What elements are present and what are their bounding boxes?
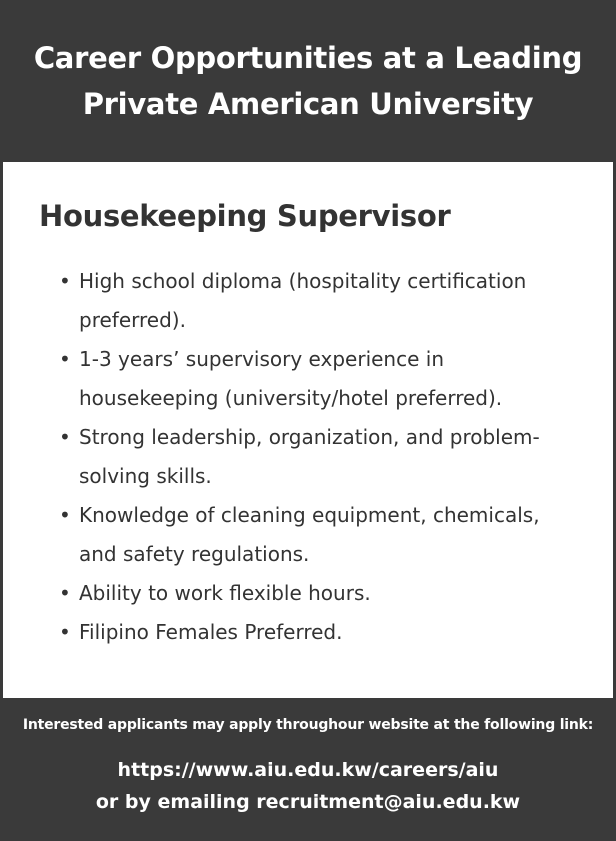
requirement-item: • Filipino Females Preferred. [59,613,579,652]
requirement-item: • Knowledge of cleaning equipment, chemicals, and safety regulations. [59,496,579,574]
requirement-item: • Strong leadership, organization, and problem-solving skills. [59,418,579,496]
footer-banner [0,698,616,841]
job-title: Housekeeping Supervisor [39,199,451,233]
requirement-item: • Ability to work flexible hours. [59,574,579,613]
email-line[interactable]: or by emailing recruitment@aiu.edu.kw [95,791,521,813]
header-title-line1: Career Opportunities at a Leading [33,41,583,75]
requirements-list [59,262,579,652]
job-details [3,162,613,698]
apply-intro: Interested applicants may apply throughour website at the following link: [22,717,594,733]
website-link[interactable]: https://www.aiu.edu.kw/careers/aiu [117,759,499,781]
contact-block [0,754,616,818]
header-title-line2: Private American University [82,87,534,121]
requirement-item: • 1-3 years’ supervisory experience in housekeeping (university/hotel preferred). [59,340,579,418]
header-banner [0,0,616,162]
requirement-item: • High school diploma (hospitality certification preferred). [59,262,579,340]
